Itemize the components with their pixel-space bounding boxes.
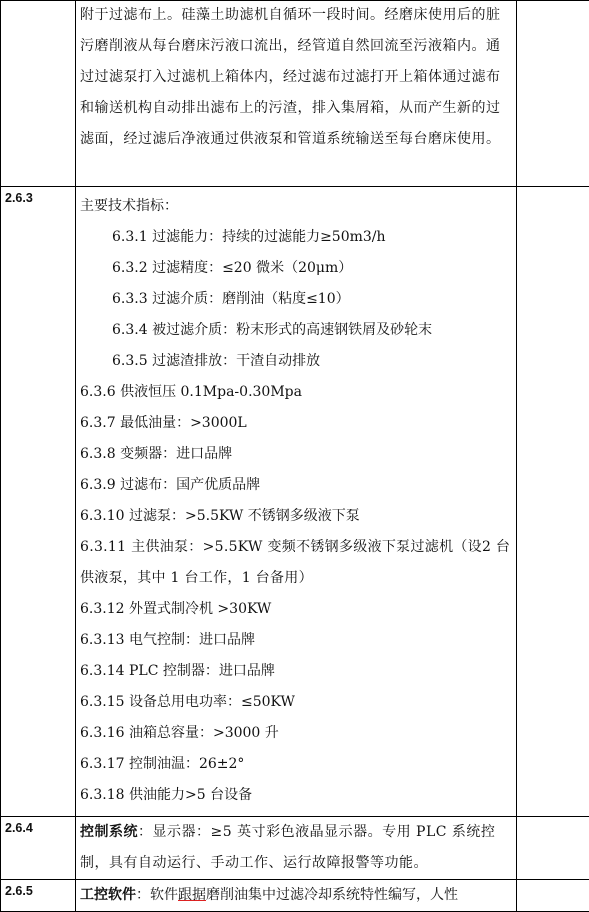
number-cell [1, 187, 76, 817]
note-cell [517, 187, 589, 817]
spec-item: 6.3.6 供液恒压 0.1Mpa-0.30Mpa [80, 377, 514, 408]
number-cell [1, 1, 76, 187]
section-heading: 控制系统 [80, 824, 138, 840]
underlined-word: 跟据 [178, 887, 206, 903]
note-cell [517, 1, 589, 187]
section-heading: 工控软件 [80, 887, 136, 903]
section-text: ：软件 [136, 887, 178, 903]
spec-item: 6.3.12 外置式制冷机 >30KW [80, 594, 514, 625]
spec-item: 6.3.3 过滤介质：磨削油（粘度≤10） [80, 284, 514, 315]
spec-item: 6.3.5 过滤渣排放：干渣自动排放 [80, 346, 514, 377]
spec-item: 6.3.14 PLC 控制器：进口品牌 [80, 656, 514, 687]
section-paragraph [80, 880, 514, 911]
spec-item: 6.3.16 油箱总容量：>3000 升 [80, 718, 514, 749]
content-cell [76, 880, 517, 912]
section-text: ：显示器：≥5 英寸彩色液晶显示器。专用 PLC 系统控制，具有自动运行、手动工作、运行故障报警等功能。 [80, 824, 495, 871]
spec-item: 6.3.15 设备总用电功率：≤50KW [80, 687, 514, 718]
spec-item: 6.3.8 变频器：进口品牌 [80, 439, 514, 470]
spec-item: 6.3.11 主供油泵：>5.5KW 变频不锈钢多级液下泵过滤机（设2 台供液泵，其中 1 台工作，1 台备用） [80, 532, 514, 594]
section-paragraph [80, 817, 514, 879]
note-cell [517, 880, 589, 912]
content-cell [76, 187, 517, 817]
spec-item: 6.3.4 被过滤介质：粉末形式的高速钢铁屑及砂轮末 [80, 315, 514, 346]
table-row-2-6-4 [1, 817, 589, 880]
spec-item: 6.3.9 过滤布：国产优质品牌 [80, 470, 514, 501]
section-heading: 主要技术指标： [80, 191, 514, 222]
spec-item: 6.3.1 过滤能力：持续的过滤能力≥50m3/h [80, 222, 514, 253]
spec-item: 6.3.18 供油能力>5 台设备 [80, 780, 514, 811]
section-number: 2.6.4 [1, 817, 75, 835]
table-row-2-6-3 [1, 187, 589, 817]
section-number: 2.6.3 [1, 187, 75, 205]
note-cell [517, 817, 589, 880]
intro-paragraph: 附于过滤布上。硅藻土助滤机自循环一段时间。经磨床使用后的脏污磨削液从每台磨床污液口流出，经管道自然回流至污液箱内。通过过滤泵打入过滤机上箱体内，经过滤布过滤打开上箱体通过滤布和输送机构自动排出滤布上的污渣，排入集屑箱，从而产生新的过滤面，经过滤后净液通过供液泵和管道系统输送至每台磨床使用。 [80, 0, 514, 155]
section-text: 磨削油集中过滤冷却系统特性编写，人性 [206, 887, 458, 903]
table-row-2-6-5 [1, 880, 589, 912]
spec-item: 6.3.17 控制油温：26±2° [80, 749, 514, 780]
spec-item: 6.3.10 过滤泵：>5.5KW 不锈钢多级液下泵 [80, 501, 514, 532]
number-cell [1, 880, 76, 912]
spec-item: 6.3.2 过滤精度：≤20 微米（20μm） [80, 253, 514, 284]
spec-item: 6.3.7 最低油量：>3000L [80, 408, 514, 439]
content-cell [76, 1, 517, 187]
spec-item: 6.3.13 电气控制：进口品牌 [80, 625, 514, 656]
number-cell [1, 817, 76, 880]
table-row-intro [1, 1, 589, 187]
content-cell [76, 817, 517, 880]
section-number: 2.6.5 [1, 880, 75, 898]
